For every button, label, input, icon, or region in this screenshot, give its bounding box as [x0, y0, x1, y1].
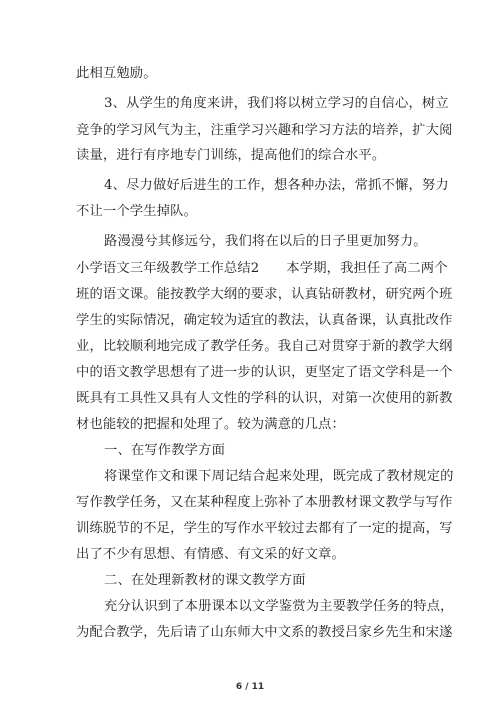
- text-line: 为配合教学，先后请了山东师大中文系的教授吕家乡先生和宋遂: [76, 625, 453, 640]
- text-line: 中的语文教学思想有了进一步的认识，更坚定了语文学科是一个: [76, 365, 453, 380]
- page-number: 6 / 11: [235, 682, 265, 692]
- text-line: 业，比较顺利地完成了教学任务。我自己对贯穿于新的教学大纲: [76, 339, 453, 354]
- section-heading: 一、在写作教学方面: [104, 443, 226, 458]
- text-line: 充分认识到了本册课本以文学鉴赏为主要教学任务的特点，: [104, 599, 454, 614]
- text-line: 竞争的学习风气为主，注重学习兴趣和学习方法的培养，扩大阅: [76, 123, 453, 138]
- text-line: 材也能较的把握和处理了。较为满意的几点：: [76, 417, 345, 432]
- text-line: 既具有工具性又具有人文性的学科的认识，对第一次使用的新教: [76, 391, 453, 406]
- text-line: 此相互勉励。: [76, 66, 157, 81]
- text-line: 路漫漫兮其修远兮，我们将在以后的日子里更加努力。: [104, 234, 427, 249]
- text-line: 读量，进行有序地专门训练，提高他们的综合水平。: [76, 148, 386, 163]
- text-line: 出了不少有思想、有情感、有文采的好文章。: [76, 547, 345, 562]
- text-line: 学生的实际情况，确定较为适宜的教法，认真备课，认真批改作: [76, 313, 453, 328]
- text-line: 班的语文课。能按教学大纲的要求，认真钻研教材，研究两个班: [76, 287, 453, 302]
- section-heading: 二、在处理新教材的课文教学方面: [104, 573, 306, 588]
- text-line: 3、从学生的角度来讲，我们将以树立学习的自信心，树立: [104, 96, 449, 111]
- text-line: 将课堂作文和课下周记结合起来处理，既完成了教材规定的: [104, 469, 454, 484]
- text-line: 训练脱节的不足，学生的写作水平较过去都有了一定的提高，写: [76, 521, 453, 536]
- text-line: 小学语文三年级教学工作总结2 本学期，我担任了高二两个: [76, 261, 448, 276]
- text-line: 4、尽力做好后进生的工作，想各种办法，常抓不懈，努力: [104, 178, 449, 193]
- text-line: 不让一个学生掉队。: [76, 204, 198, 219]
- text-line: 写作教学任务，又在某种程度上弥补了本册教材课文教学与写作: [76, 495, 453, 510]
